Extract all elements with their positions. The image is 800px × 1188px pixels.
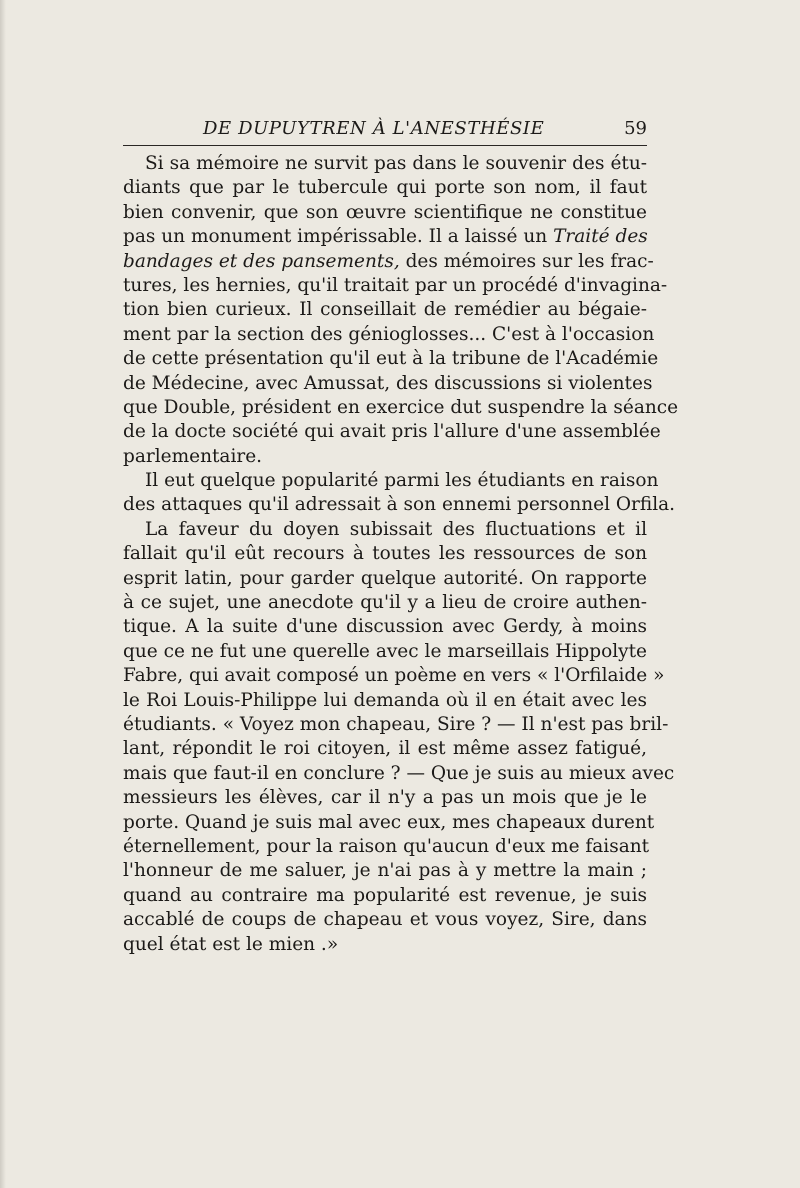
text-line: éternellement, pour la raison qu'aucun d'eux me faisant <box>123 835 650 857</box>
book-title-italic: bandages et des pansements, <box>123 250 400 272</box>
text-line <box>123 250 654 274</box>
text-line: bien convenir, que son œuvre scientifique ne constitue <box>123 201 647 223</box>
text-line: mais que faut-il en conclure ? — Que je suis au mieux avec <box>123 762 675 784</box>
text-line: accablé de coups de chapeau et vous voyez, Sire, dans <box>123 909 647 931</box>
running-title: DE DUPUYTREN À L'ANESTHÉSIE <box>203 118 545 139</box>
text-line: quand au contraire ma popularité est revenue, je suis <box>123 884 647 906</box>
text-line: étudiants. « Voyez mon chapeau, Sire ? — Il n'est pas bril- <box>123 713 669 735</box>
text-run: des mémoires sur les frac- <box>399 250 654 272</box>
paragraph-3 <box>123 518 675 957</box>
body-text <box>123 152 679 957</box>
text-line: quel état est le mien .» <box>123 933 339 955</box>
text-line: tion bien curieux. Il conseillait de remédier au bégaie- <box>123 299 647 321</box>
page-number: 59 <box>624 118 647 139</box>
text-line: lant, répondit le roi citoyen, il est même assez fatigué, <box>123 738 647 760</box>
text-line: Il eut quelque popularité parmi les étudiants en raison <box>145 470 659 492</box>
text-line: tures, les hernies, qu'il traitait par un procédé d'invagina- <box>123 274 668 296</box>
text-line: de Médecine, avec Amussat, des discussions si violentes <box>123 372 653 394</box>
book-title-italic: Traité des <box>553 226 648 248</box>
text-line: Si sa mémoire ne survit pas dans le souvenir des étu- <box>145 153 647 174</box>
text-line: tique. A la suite d'une discussion avec Gerdy, à moins <box>123 616 647 638</box>
text-line: que ce ne fut une querelle avec le marseillais Hippolyte <box>123 640 647 662</box>
running-head <box>123 116 647 146</box>
text-line: porte. Quand je suis mal avec eux, mes chapeaux durent <box>123 811 655 833</box>
header-rule <box>123 145 647 146</box>
text-line: de la docte société qui avait pris l'allure d'une assemblée <box>123 421 661 443</box>
text-line: des attaques qu'il adressait à son ennemi personnel Orfila. <box>123 494 676 516</box>
text-line: diants que par le tubercule qui porte son nom, il faut <box>123 177 647 199</box>
text-line: messieurs les élèves, car il n'y a pas un mois que je le <box>123 787 647 809</box>
text-line: que Double, président en exercice dut suspendre la séance <box>123 396 679 418</box>
paragraph-1 <box>123 152 679 469</box>
text-line: fallait qu'il eût recours à toutes les ressources de son <box>123 543 647 565</box>
text-line: La faveur du doyen subissait des fluctuations et il <box>145 518 647 540</box>
text-line: esprit latin, pour garder quelque autorité. On rapporte <box>123 567 647 589</box>
text-run: pas un monument impérissable. Il a laissé un <box>123 226 554 248</box>
text-line: parlementaire. <box>123 445 263 467</box>
text-line: Fabre, qui avait composé un poème en vers « l'Orfilaide » <box>123 665 665 687</box>
text-line: ment par la section des génioglosses... C'est à l'occasion <box>123 323 655 345</box>
text-line <box>123 225 647 249</box>
text-line: le Roi Louis-Philippe lui demanda où il en était avec les <box>123 689 647 711</box>
text-line: l'honneur de me saluer, je n'ai pas à y mettre la main ; <box>123 860 647 882</box>
page-edge-shadow <box>0 0 6 1188</box>
text-line: à ce sujet, une anecdote qu'il y a lieu de croire authen- <box>123 592 647 614</box>
text-line: de cette présentation qu'il eut à la tribune de l'Académie <box>123 348 659 370</box>
paragraph-2 <box>123 469 676 518</box>
